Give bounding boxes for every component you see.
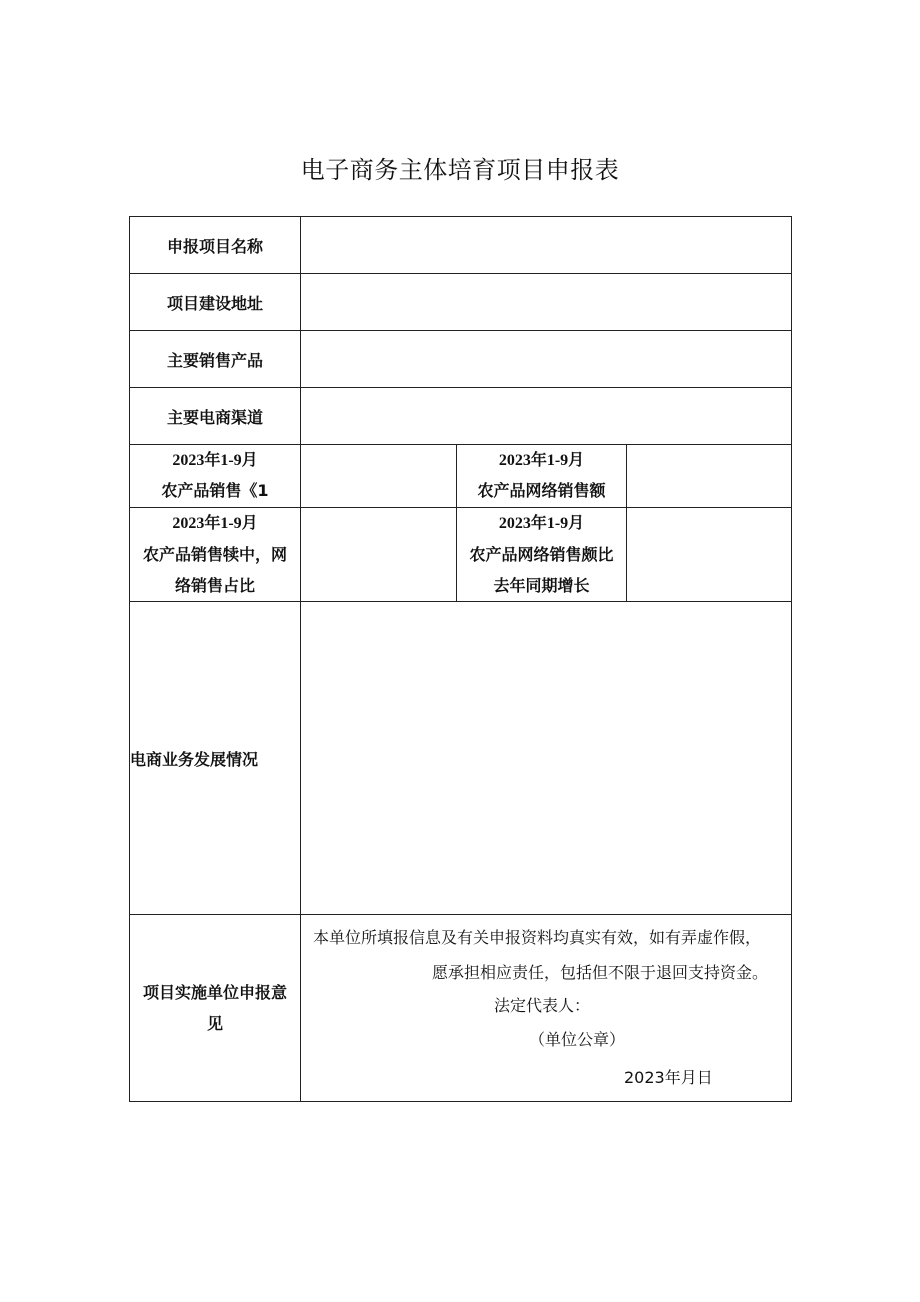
project-name-label: 申报项目名称: [130, 217, 301, 274]
declaration-line2: 愿承担相应责任，包括但不限于退回支持资金。: [432, 963, 769, 982]
development-field[interactable]: [301, 602, 792, 915]
main-channels-label: 主要电商渠道: [130, 388, 301, 445]
online-sales-field[interactable]: [627, 445, 792, 508]
unit-seal-label: （单位公章）: [529, 1030, 626, 1049]
row-main-products: [130, 331, 792, 388]
sales-label-line2: 农产品销售《1: [161, 481, 269, 500]
opinion-label: [130, 915, 301, 1102]
main-products-label: 主要销售产品: [130, 331, 301, 388]
date-label: 2023年月日: [624, 1068, 713, 1087]
online-share-label-line2: 农产品销售犊中，网: [142, 545, 287, 564]
online-sales-label-line2: 农产品网络销售额: [477, 481, 606, 500]
row-project-name: [130, 217, 792, 274]
sales-label: [130, 445, 301, 508]
row-main-channels: [130, 388, 792, 445]
online-share-label-line3: 络销售占比: [174, 576, 255, 595]
opinion-label-line1: 项目实施单位申报意: [142, 983, 287, 1002]
sales-field[interactable]: [301, 445, 457, 508]
row-development: [130, 602, 792, 915]
online-sales-label-line1: 2023年1-9月: [498, 452, 585, 469]
opinion-label-line2: 见: [206, 1014, 223, 1033]
row-sales: [130, 445, 792, 508]
declaration-line1: 本单位所填报信息及有关申报资料均真实有效，如有弄虚作假，: [313, 928, 762, 947]
row-opinion: [130, 915, 792, 1102]
row-project-address: [130, 274, 792, 331]
project-address-field[interactable]: [301, 274, 792, 331]
online-share-label: [130, 508, 301, 602]
project-address-label: 项目建设地址: [130, 274, 301, 331]
online-sales-label: [457, 445, 627, 508]
main-products-field[interactable]: [301, 331, 792, 388]
yoy-growth-field[interactable]: [627, 508, 792, 602]
yoy-growth-label: [457, 508, 627, 602]
row-ratio: [130, 508, 792, 602]
online-share-field[interactable]: [301, 508, 457, 602]
yoy-growth-label-line3: 去年同期增长: [493, 576, 590, 595]
yoy-growth-label-line1: 2023年1-9月: [498, 515, 585, 532]
legal-representative-label: 法定代表人：: [494, 996, 591, 1015]
online-share-label-line1: 2023年1-9月: [172, 515, 258, 532]
page-title: 电子商务主体培育项目申报表: [300, 156, 620, 184]
opinion-field[interactable]: [301, 915, 792, 1102]
project-name-field[interactable]: [301, 217, 792, 274]
development-label: 电商业务发展情况: [130, 602, 301, 915]
main-channels-field[interactable]: [301, 388, 792, 445]
application-form-table: [129, 216, 792, 1102]
yoy-growth-label-line2: 农产品网络销售颇比: [469, 545, 614, 564]
sales-label-line1: 2023年1-9月: [172, 452, 258, 469]
